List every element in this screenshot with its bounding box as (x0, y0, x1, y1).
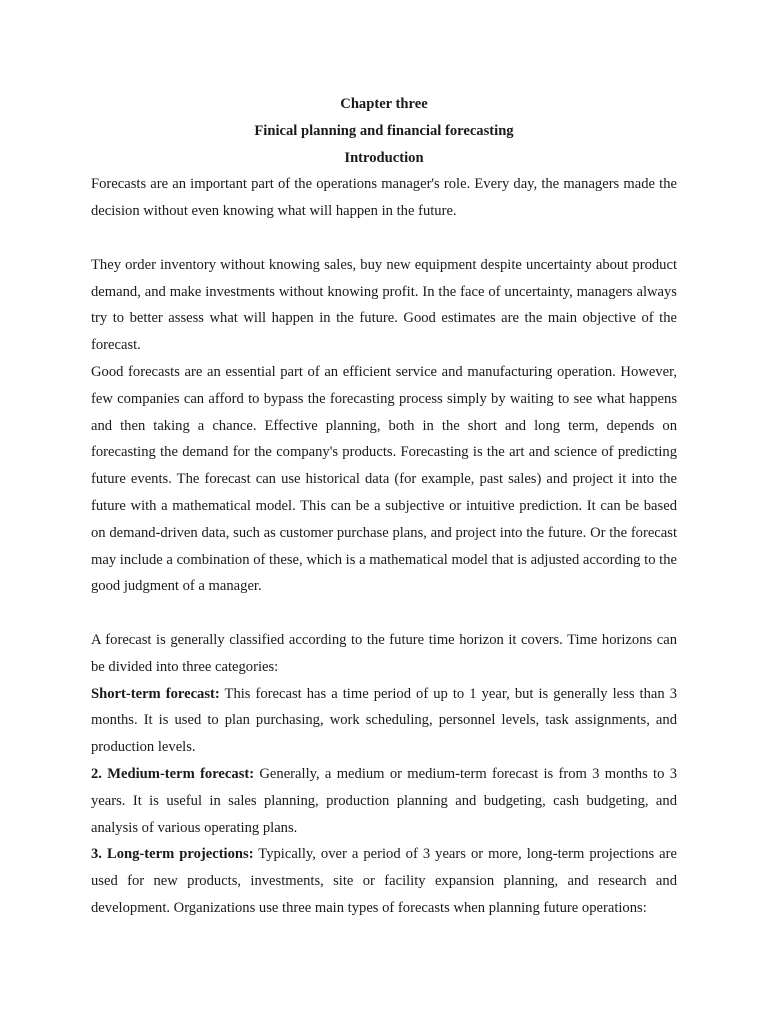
term-short-term: Short-term forecast: (91, 685, 220, 702)
paragraph-time-horizons: A forecast is generally classified according to the future time horizon it covers. Time horizons can be divided into three categories: (91, 631, 677, 675)
text-medium-term: Generally, a medium or medium-term forecast is from 3 months to 3 years. It is useful in sales planning, production planning and budgeting, cash budgeting, and analysis of various operating plans. (91, 765, 677, 836)
chapter-heading: Chapter three (340, 96, 428, 112)
text-short-term: This forecast has a time period of up to 1 year, but is generally less than 3 months. It is used to plan purchasing, work scheduling, personnel levels, task assignments, and production levels. (91, 685, 677, 756)
document-body (91, 91, 677, 922)
term-medium-term: 2. Medium-term forecast: (91, 765, 255, 782)
text-long-term: Typically, over a period of 3 years or more, long-term projections are used for new products, investments, site or facility expansion planning, and research and development. Organizations use three main types of forecasts when planning future operations: (91, 846, 677, 916)
list-item-short-term (91, 681, 677, 761)
term-long-term: 3. Long-term projections: (91, 846, 254, 863)
paragraph-spacer (91, 225, 677, 252)
paragraph-uncertainty: They order inventory without knowing sales, buy new equipment despite uncertainty about product demand, and make investments without knowing profit. In the face of uncertainty, managers always try to better assess what will happen in the future. Good estimates are the main objective of the forecast. (91, 256, 677, 354)
document-title: Finical planning and financial forecasting (254, 122, 514, 139)
section-heading: Introduction (344, 149, 424, 166)
paragraph-good-forecasts: Good forecasts are an essential part of an efficient service and manufacturing operation. However, few companies can afford to bypass the forecasting process simply by waiting to see what happens and then taking a chance. Effective planning, both in the short and long term, depends on forecasting the demand for the company's products. Forecasting is the art and science of predicting future events. The forecast can use historical data (for example, past sales) and project it into the future with a mathematical model. This can be a subjective or intuitive prediction. It can be based on demand-driven data, such as customer purchase plans, and project into the future. Or the forecast may include a combination of these, which is a mathematical model that is adjusted according to the good judgment of a manager. (91, 363, 677, 595)
paragraph-intro: Forecasts are an important part of the operations manager's role. Every day, the managers made the decision without even knowing what will happen in the future. (91, 176, 677, 220)
paragraph-spacer (91, 600, 677, 627)
list-item-medium-term (91, 761, 677, 841)
list-item-long-term (91, 841, 677, 921)
